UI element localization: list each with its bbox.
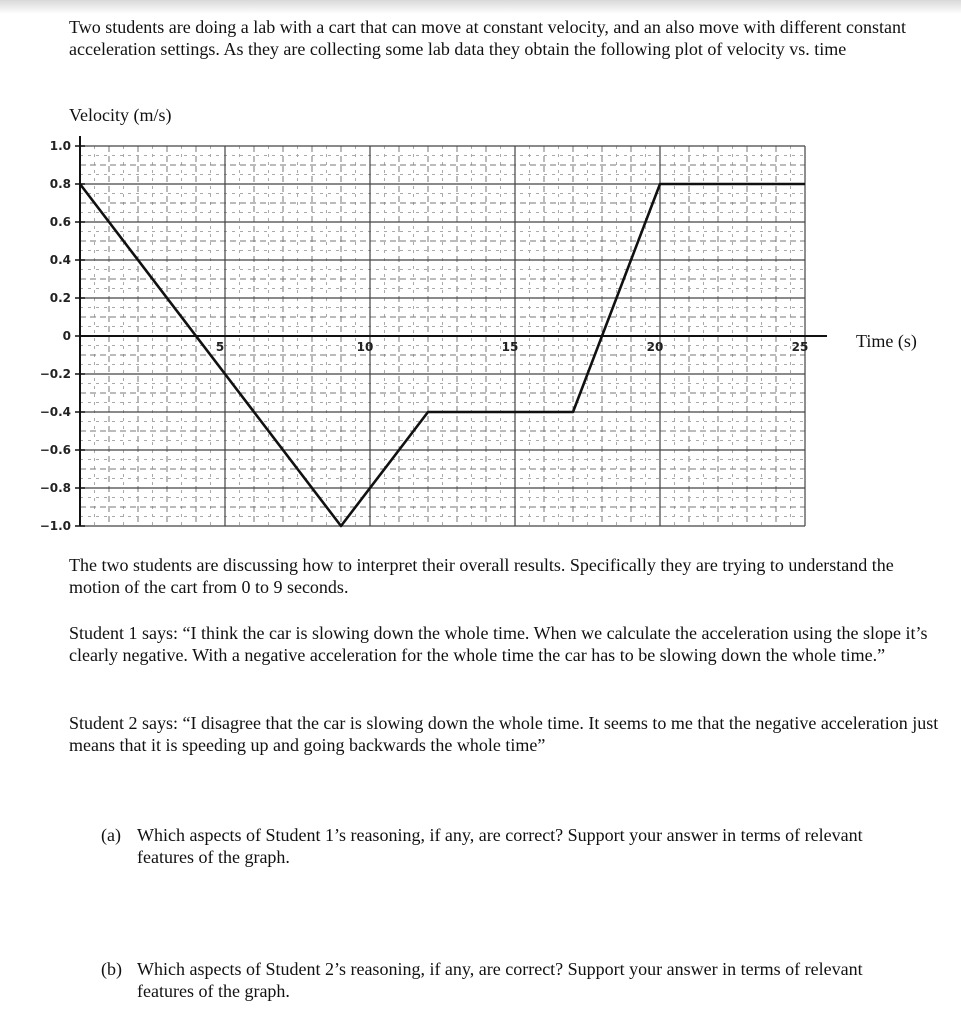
y-tick-label: 0.2	[49, 291, 71, 305]
axes	[75, 136, 827, 526]
x-tick-label: 15	[501, 340, 519, 354]
top-shadow-bar	[0, 0, 961, 14]
y-tick-label: 0	[62, 329, 71, 343]
discussion-paragraph: The two students are discussing how to interpret their overall results. Specifically they are trying to understand the motion of the cart from 0 to 9 seconds.	[69, 555, 894, 597]
y-tick-label: 0.8	[49, 177, 71, 191]
series-line	[80, 184, 805, 526]
y-tick-label: −0.4	[39, 405, 71, 419]
y-tick-label: 0.6	[49, 215, 71, 229]
y-tick-label: −1.0	[39, 519, 71, 533]
question-a-label: (a)	[101, 825, 121, 845]
x-tick-label: 5	[215, 340, 225, 354]
question-b-text: Which aspects of Student 2’s reasoning, if any, are correct? Support your answer in terms of relevant features of the graph.	[137, 959, 863, 1001]
x-tick-labels	[216, 340, 809, 354]
y-tick-label: −0.2	[39, 367, 71, 381]
x-tick-label: 10	[356, 340, 374, 354]
y-tick-label: −0.6	[39, 443, 71, 457]
x-tick-label: 25	[791, 340, 809, 354]
y-axis-label: Velocity (m/s)	[69, 105, 172, 125]
x-tick-label: 20	[646, 340, 664, 354]
y-tick-label: 0.4	[49, 253, 71, 267]
student-2-statement: Student 2 says: “I disagree that the car is slowing down the whole time. It seems to me that the negative acceleration just means that it is speeding up and going backwards the whole time”	[69, 713, 939, 755]
intro-paragraph: Two students are doing a lab with a cart that can move at constant velocity, and an also move with different constant acceleration settings. As they are collecting some lab data they obtain the following plot of velocity vs. time	[69, 17, 906, 59]
question-a-text: Which aspects of Student 1’s reasoning, if any, are correct? Support your answer in terms of relevant features of the graph.	[137, 825, 863, 867]
velocity-series-line	[80, 184, 805, 526]
grid-major-lines	[80, 146, 805, 526]
student-1-statement: Student 1 says: “I think the car is slowing down the whole time. When we calculate the acceleration using the slope it’s clearly negative. With a negative acceleration for the whole time the car has to be slowing down the whole time.”	[69, 623, 928, 665]
question-a	[101, 824, 917, 868]
y-tick-label: −0.8	[39, 481, 71, 495]
x-axis-label: Time (s)	[856, 331, 917, 351]
question-b	[101, 958, 917, 1002]
y-tick-labels	[40, 139, 71, 533]
question-b-label: (b)	[101, 959, 122, 979]
grid-minor-lines	[80, 146, 805, 526]
y-tick-label: 1.0	[49, 139, 71, 153]
